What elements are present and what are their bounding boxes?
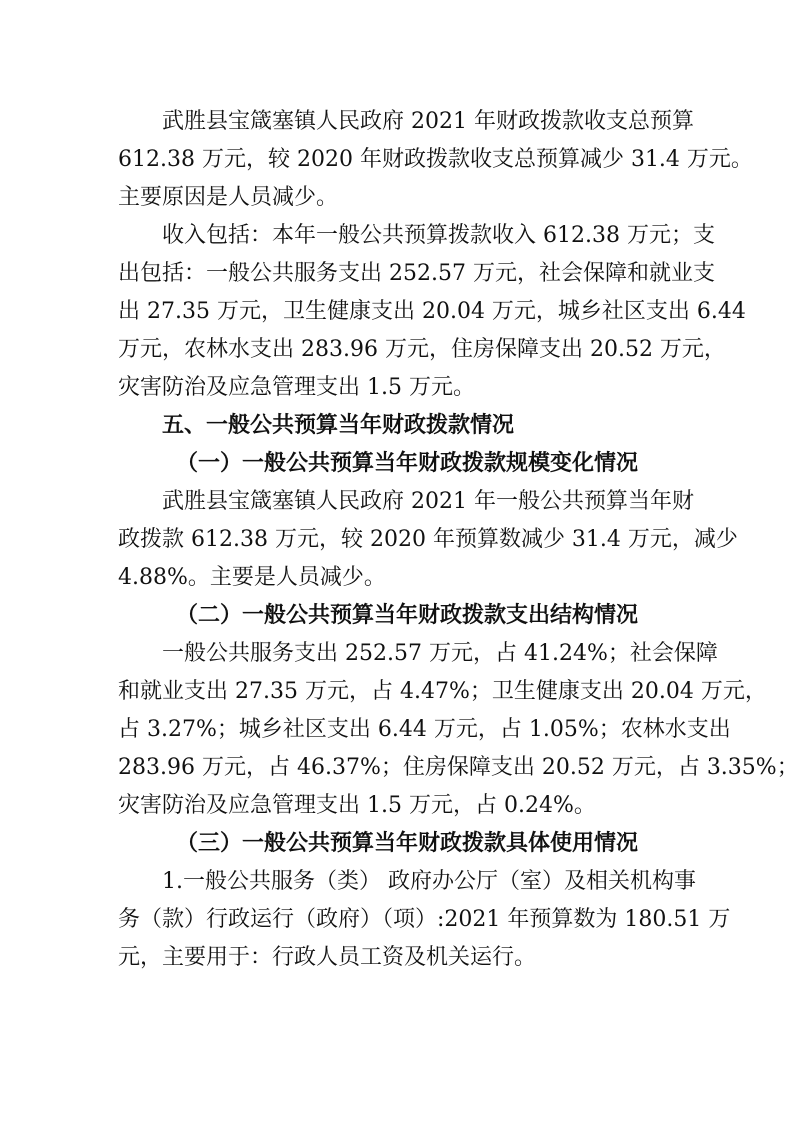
section-heading: （三）一般公共预算当年财政拨款具体使用情况 xyxy=(176,831,639,856)
paragraph-line: 和就业支出 27.35 万元，占 4.47%；卫生健康支出 20.04 万元， xyxy=(118,679,767,704)
paragraph-line: 主要原因是人员减少。 xyxy=(118,185,339,210)
paragraph-line: 一般公共服务支出 252.57 万元，占 41.24%；社会保障 xyxy=(162,641,718,666)
paragraph-line: 612.38 万元，较 2020 年财政拨款收支总预算减少 31.4 万元。 xyxy=(118,147,753,172)
paragraph-line: 武胜县宝箴塞镇人民政府 2021 年一般公共预算当年财 xyxy=(162,489,694,514)
paragraph-line: 出 27.35 万元，卫生健康支出 20.04 万元，城乡社区支出 6.44 xyxy=(118,299,746,324)
section-heading: （二）一般公共预算当年财政拨款支出结构情况 xyxy=(176,603,639,628)
paragraph-line: 1.一般公共服务（类） 政府办公厅（室）及相关机构事 xyxy=(162,869,696,894)
paragraph-line: 灾害防治及应急管理支出 1.5 万元。 xyxy=(118,375,475,400)
paragraph-line: 元，主要用于：行政人员工资及机关运行。 xyxy=(118,945,537,970)
paragraph-line: 灾害防治及应急管理支出 1.5 万元，占 0.24%。 xyxy=(118,793,596,818)
paragraph-line: 出包括：一般公共服务支出 252.57 万元，社会保障和就业支 xyxy=(118,261,715,286)
paragraph-line: 收入包括：本年一般公共预算拨款收入 612.38 万元；支 xyxy=(162,223,715,248)
document-body xyxy=(118,103,799,977)
paragraph-line: 政拨款 612.38 万元，较 2020 年预算数减少 31.4 万元，减少 xyxy=(118,527,738,552)
paragraph-line: 占 3.27%；城乡社区支出 6.44 万元，占 1.05%；农林水支出 xyxy=(118,717,731,742)
paragraph-line: 4.88%。主要是人员减少。 xyxy=(118,565,386,590)
paragraph-line: 万元，农林水支出 283.96 万元，住房保障支出 20.52 万元， xyxy=(118,337,726,362)
section-heading: （一）一般公共预算当年财政拨款规模变化情况 xyxy=(176,451,639,476)
paragraph-line: 283.96 万元，占 46.37%；住房保障支出 20.52 万元，占 3.35%； xyxy=(118,755,799,780)
paragraph-line: 武胜县宝箴塞镇人民政府 2021 年财政拨款收支总预算 xyxy=(162,109,694,134)
paragraph-line: 务（款）行政运行（政府）（项）:2021 年预算数为 180.51 万 xyxy=(118,907,731,932)
section-heading: 五、一般公共预算当年财政拨款情况 xyxy=(162,413,515,438)
